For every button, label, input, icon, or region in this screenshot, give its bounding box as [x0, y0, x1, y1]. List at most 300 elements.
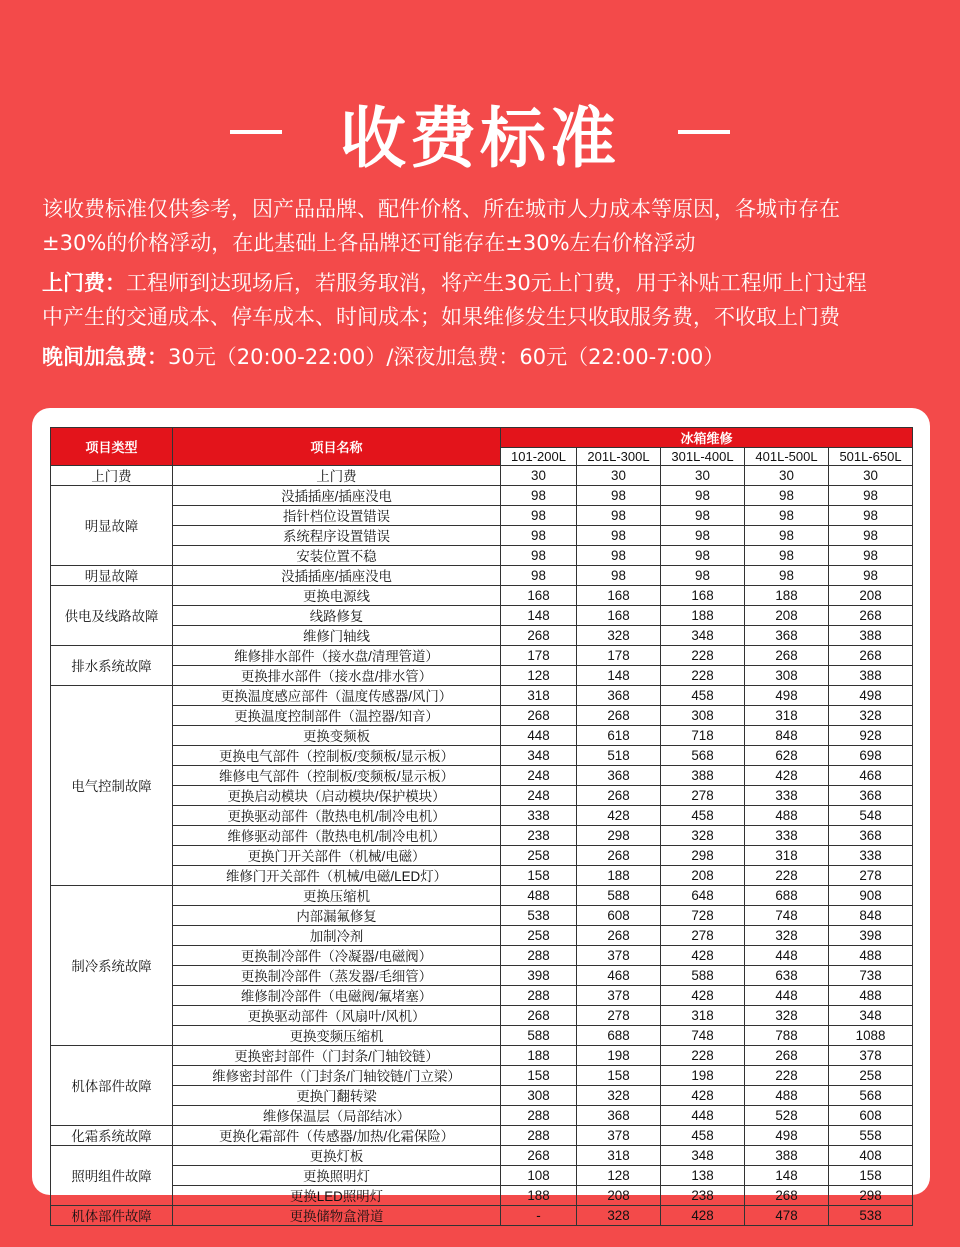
price-cell: 568: [661, 746, 745, 766]
price-cell: 148: [501, 606, 577, 626]
item-name-cell: 更换灯板: [173, 1146, 501, 1166]
table-row: [51, 946, 913, 966]
price-cell: 268: [577, 846, 661, 866]
price-cell: 228: [661, 1046, 745, 1066]
price-cell: 548: [829, 806, 913, 826]
price-cell: 468: [577, 966, 661, 986]
table-row: [51, 646, 913, 666]
table-row: [51, 1146, 913, 1166]
price-cell: 98: [661, 526, 745, 546]
price-cell: 368: [577, 1106, 661, 1126]
price-cell: 158: [829, 1166, 913, 1186]
price-cell: 188: [501, 1186, 577, 1206]
item-name-cell: 没插插座/插座没电: [173, 486, 501, 506]
price-cell: 298: [661, 846, 745, 866]
price-cell: 318: [745, 846, 829, 866]
price-cell: 638: [745, 966, 829, 986]
price-cell: 318: [577, 1146, 661, 1166]
col-header-type: 项目类型: [51, 428, 173, 466]
price-cell: 848: [829, 906, 913, 926]
price-cell: 98: [661, 486, 745, 506]
price-cell: 368: [745, 626, 829, 646]
price-cell: 398: [829, 926, 913, 946]
category-cell: 机体部件故障: [51, 1046, 173, 1126]
price-cell: 448: [501, 726, 577, 746]
price-cell: 158: [501, 1066, 577, 1086]
table-row: [51, 686, 913, 706]
price-cell: 258: [501, 926, 577, 946]
col-header-range: 201L-300L: [577, 448, 661, 466]
price-cell: 148: [577, 666, 661, 686]
price-cell: 318: [745, 706, 829, 726]
table-row: [51, 826, 913, 846]
price-cell: 278: [829, 866, 913, 886]
price-cell: 338: [501, 806, 577, 826]
price-cell: 388: [745, 1146, 829, 1166]
price-cell: 608: [829, 1106, 913, 1126]
price-cell: 98: [577, 486, 661, 506]
price-cell: 328: [661, 826, 745, 846]
price-cell: 688: [577, 1026, 661, 1046]
item-name-cell: 更换压缩机: [173, 886, 501, 906]
price-cell: 308: [661, 706, 745, 726]
price-cell: 188: [501, 1046, 577, 1066]
price-card: [32, 408, 930, 1224]
price-cell: 688: [745, 886, 829, 906]
table-row: [51, 1086, 913, 1106]
night-fee-line: [42, 340, 942, 374]
price-cell: 108: [501, 1166, 577, 1186]
item-name-cell: 更换密封部件（门封条/门轴铰链）: [173, 1046, 501, 1066]
night-fee-text: 30元（20:00-22:00）/深夜加急费：60元（22:00-7:00）: [168, 345, 725, 369]
table-row: [51, 926, 913, 946]
price-cell: 208: [577, 1186, 661, 1206]
price-cell: 368: [829, 786, 913, 806]
price-cell: 528: [745, 1106, 829, 1126]
table-header: [51, 428, 913, 466]
price-cell: 908: [829, 886, 913, 906]
table-row: [51, 746, 913, 766]
price-cell: 98: [577, 566, 661, 586]
price-cell: 188: [577, 866, 661, 886]
item-name-cell: 内部漏氟修复: [173, 906, 501, 926]
price-cell: 388: [829, 666, 913, 686]
price-cell: 318: [501, 686, 577, 706]
table-row: [51, 786, 913, 806]
price-cell: 158: [577, 1066, 661, 1086]
night-fee-label: 晚间加急费：: [42, 345, 168, 369]
price-cell: 208: [829, 586, 913, 606]
price-cell: 288: [501, 1126, 577, 1146]
price-table: [50, 427, 913, 1226]
price-cell: 238: [501, 826, 577, 846]
price-cell: 148: [745, 1166, 829, 1186]
price-cell: 268: [745, 1046, 829, 1066]
price-cell: 488: [745, 1086, 829, 1106]
table-row: [51, 486, 913, 506]
category-cell: 排水系统故障: [51, 646, 173, 686]
price-cell: 398: [501, 966, 577, 986]
price-cell: 488: [501, 886, 577, 906]
price-cell: 228: [661, 666, 745, 686]
price-cell: 328: [829, 706, 913, 726]
price-cell: 98: [501, 566, 577, 586]
price-cell: 748: [661, 1026, 745, 1046]
price-cell: 458: [661, 686, 745, 706]
price-cell: 498: [745, 686, 829, 706]
intro-text: [42, 192, 942, 374]
item-name-cell: 更换变频压缩机: [173, 1026, 501, 1046]
table-row: [51, 1206, 913, 1226]
item-name-cell: 更换制冷部件（蒸发器/毛细管）: [173, 966, 501, 986]
item-name-cell: 更换电气部件（控制板/变频板/显示板）: [173, 746, 501, 766]
visit-fee-label: 上门费：: [42, 271, 126, 295]
category-cell: 机体部件故障: [51, 1206, 173, 1226]
price-cell: 428: [577, 806, 661, 826]
price-cell: 98: [745, 566, 829, 586]
category-cell: 明显故障: [51, 566, 173, 586]
price-cell: 428: [745, 766, 829, 786]
intro-line-2: ±30%的价格浮动，在此基础上各品牌还可能存在±30%左右价格浮动: [42, 231, 696, 255]
item-name-cell: 维修门轴线: [173, 626, 501, 646]
item-name-cell: 系统程序设置错误: [173, 526, 501, 546]
price-cell: 30: [577, 466, 661, 486]
item-name-cell: 维修密封部件（门封条/门轴铰链/门立梁）: [173, 1066, 501, 1086]
price-cell: 538: [829, 1206, 913, 1226]
price-cell: 98: [501, 526, 577, 546]
col-header-range: 401L-500L: [745, 448, 829, 466]
item-name-cell: 更换温度感应部件（温度传感器/风门）: [173, 686, 501, 706]
price-cell: 448: [745, 946, 829, 966]
item-name-cell: 更换排水部件（接水盘/排水管）: [173, 666, 501, 686]
price-cell: 248: [501, 766, 577, 786]
price-cell: 268: [501, 626, 577, 646]
price-cell: 268: [577, 786, 661, 806]
col-header-name: 项目名称: [173, 428, 501, 466]
item-name-cell: 维修电气部件（控制板/变频板/显示板）: [173, 766, 501, 786]
price-cell: 378: [577, 986, 661, 1006]
price-cell: -: [501, 1206, 577, 1226]
table-row: [51, 466, 913, 486]
item-name-cell: 更换变频板: [173, 726, 501, 746]
price-cell: 428: [661, 946, 745, 966]
table-body: [51, 466, 913, 1226]
price-cell: 458: [661, 806, 745, 826]
price-cell: 138: [661, 1166, 745, 1186]
price-cell: 428: [661, 1206, 745, 1226]
item-name-cell: 更换驱动部件（风扇叶/风机）: [173, 1006, 501, 1026]
item-name-cell: 更换驱动部件（散热电机/制冷电机）: [173, 806, 501, 826]
price-cell: 378: [577, 946, 661, 966]
price-cell: 318: [661, 1006, 745, 1026]
item-name-cell: 更换门开关部件（机械/电磁）: [173, 846, 501, 866]
visit-fee-line-2: 中产生的交通成本、停车成本、时间成本；如果维修发生只收取服务费，不收取上门费: [42, 305, 840, 329]
item-name-cell: 指针档位设置错误: [173, 506, 501, 526]
table-row: [51, 526, 913, 546]
price-cell: 208: [745, 606, 829, 626]
price-cell: 98: [829, 526, 913, 546]
price-cell: 178: [501, 646, 577, 666]
item-name-cell: 更换储物盒滑道: [173, 1206, 501, 1226]
price-cell: 348: [501, 746, 577, 766]
price-cell: 98: [501, 546, 577, 566]
table-row: [51, 846, 913, 866]
table-row: [51, 586, 913, 606]
price-cell: 518: [577, 746, 661, 766]
price-cell: 278: [661, 926, 745, 946]
price-cell: 298: [577, 826, 661, 846]
price-cell: 278: [661, 786, 745, 806]
table-row: [51, 506, 913, 526]
price-cell: 298: [829, 1186, 913, 1206]
price-cell: 268: [577, 926, 661, 946]
title-bar: [0, 92, 960, 177]
price-cell: 588: [501, 1026, 577, 1046]
price-cell: 30: [745, 466, 829, 486]
price-cell: 348: [829, 1006, 913, 1026]
item-name-cell: 维修排水部件（接水盘/清理管道）: [173, 646, 501, 666]
item-name-cell: 更换LED照明灯: [173, 1186, 501, 1206]
price-cell: 428: [661, 986, 745, 1006]
price-cell: 98: [661, 506, 745, 526]
price-cell: 30: [661, 466, 745, 486]
visit-fee-text-1: 工程师到达现场后，若服务取消，将产生30元上门费，用于补贴工程师上门过程: [126, 271, 867, 295]
price-cell: 268: [829, 646, 913, 666]
item-name-cell: 更换门翻转梁: [173, 1086, 501, 1106]
intro-line-1: 该收费标准仅供参考，因产品品牌、配件价格、所在城市人力成本等原因，各城市存在: [42, 197, 840, 221]
price-cell: 198: [661, 1066, 745, 1086]
price-cell: 98: [577, 506, 661, 526]
price-cell: 498: [829, 686, 913, 706]
price-cell: 788: [745, 1026, 829, 1046]
price-cell: 288: [501, 1106, 577, 1126]
price-cell: 30: [829, 466, 913, 486]
title-dash-right: [678, 130, 730, 134]
category-cell: 供电及线路故障: [51, 586, 173, 646]
price-cell: 448: [745, 986, 829, 1006]
price-cell: 308: [745, 666, 829, 686]
price-cell: 468: [829, 766, 913, 786]
price-cell: 98: [829, 546, 913, 566]
price-cell: 168: [577, 586, 661, 606]
category-cell: 制冷系统故障: [51, 886, 173, 1046]
price-cell: 98: [661, 566, 745, 586]
table-row: [51, 1166, 913, 1186]
col-header-group: 冰箱维修: [501, 428, 913, 448]
price-cell: 268: [501, 706, 577, 726]
price-cell: 98: [577, 546, 661, 566]
price-cell: 268: [501, 1006, 577, 1026]
item-name-cell: 更换启动模块（启动模块/保护模块）: [173, 786, 501, 806]
price-cell: 288: [501, 986, 577, 1006]
price-cell: 168: [577, 606, 661, 626]
price-cell: 198: [577, 1046, 661, 1066]
table-row: [51, 1126, 913, 1146]
item-name-cell: 更换温度控制部件（温控器/知音）: [173, 706, 501, 726]
price-cell: 98: [661, 546, 745, 566]
price-cell: 378: [829, 1046, 913, 1066]
price-cell: 378: [577, 1126, 661, 1146]
price-cell: 258: [501, 846, 577, 866]
price-cell: 228: [745, 1066, 829, 1086]
price-cell: 98: [745, 486, 829, 506]
price-cell: 168: [661, 586, 745, 606]
price-cell: 488: [745, 806, 829, 826]
item-name-cell: 更换化霜部件（传感器/加热/化霜保险）: [173, 1126, 501, 1146]
item-name-cell: 加制冷剂: [173, 926, 501, 946]
table-row: [51, 766, 913, 786]
price-cell: 248: [501, 786, 577, 806]
item-name-cell: 更换电源线: [173, 586, 501, 606]
price-cell: 188: [661, 606, 745, 626]
table-row: [51, 666, 913, 686]
table-row: [51, 966, 913, 986]
item-name-cell: 线路修复: [173, 606, 501, 626]
table-row: [51, 546, 913, 566]
item-name-cell: 没插插座/插座没电: [173, 566, 501, 586]
price-cell: 488: [829, 986, 913, 1006]
price-cell: 238: [661, 1186, 745, 1206]
table-row: [51, 986, 913, 1006]
item-name-cell: 更换制冷部件（冷凝器/电磁阀）: [173, 946, 501, 966]
table-row: [51, 1186, 913, 1206]
col-header-range: 501L-650L: [829, 448, 913, 466]
price-cell: 718: [661, 726, 745, 746]
price-cell: 648: [661, 886, 745, 906]
price-cell: 328: [577, 1086, 661, 1106]
item-name-cell: 安装位置不稳: [173, 546, 501, 566]
table-row: [51, 606, 913, 626]
table-row: [51, 806, 913, 826]
price-cell: 268: [577, 706, 661, 726]
item-name-cell: 维修门开关部件（机械/电磁/LED灯）: [173, 866, 501, 886]
category-cell: 照明组件故障: [51, 1146, 173, 1206]
price-cell: 258: [829, 1066, 913, 1086]
price-cell: 588: [661, 966, 745, 986]
table-row: [51, 1066, 913, 1086]
price-cell: 308: [501, 1086, 577, 1106]
table-row: [51, 1026, 913, 1046]
item-name-cell: 更换照明灯: [173, 1166, 501, 1186]
price-cell: 178: [577, 646, 661, 666]
page-title: 收费标准: [340, 99, 620, 177]
item-name-cell: 维修保温层（局部结冰）: [173, 1106, 501, 1126]
price-cell: 188: [745, 586, 829, 606]
price-cell: 538: [501, 906, 577, 926]
price-cell: 478: [745, 1206, 829, 1226]
price-cell: 328: [745, 926, 829, 946]
table-row: [51, 706, 913, 726]
table-row: [51, 566, 913, 586]
price-cell: 488: [829, 946, 913, 966]
visit-fee-line-1: [42, 266, 942, 300]
price-cell: 618: [577, 726, 661, 746]
item-name-cell: 维修驱动部件（散热电机/制冷电机）: [173, 826, 501, 846]
price-cell: 98: [577, 526, 661, 546]
price-cell: 338: [745, 786, 829, 806]
price-cell: 748: [745, 906, 829, 926]
price-cell: 128: [577, 1166, 661, 1186]
price-cell: 448: [661, 1106, 745, 1126]
table-row: [51, 1046, 913, 1066]
price-cell: 278: [577, 1006, 661, 1026]
table-row: [51, 1006, 913, 1026]
price-cell: 368: [577, 766, 661, 786]
price-cell: 328: [745, 1006, 829, 1026]
price-cell: 498: [745, 1126, 829, 1146]
price-cell: 388: [661, 766, 745, 786]
price-cell: 158: [501, 866, 577, 886]
category-cell: 上门费: [51, 466, 173, 486]
price-cell: 98: [829, 566, 913, 586]
title-dash-left: [230, 130, 282, 134]
price-cell: 328: [577, 626, 661, 646]
price-cell: 208: [661, 866, 745, 886]
price-cell: 98: [745, 546, 829, 566]
price-cell: 738: [829, 966, 913, 986]
category-cell: 化霜系统故障: [51, 1126, 173, 1146]
price-cell: 428: [661, 1086, 745, 1106]
price-cell: 628: [745, 746, 829, 766]
price-cell: 568: [829, 1086, 913, 1106]
price-cell: 98: [745, 526, 829, 546]
category-cell: 明显故障: [51, 486, 173, 566]
price-cell: 268: [745, 1186, 829, 1206]
price-cell: 228: [745, 866, 829, 886]
price-cell: 268: [745, 646, 829, 666]
price-cell: 98: [829, 506, 913, 526]
price-cell: 348: [661, 1146, 745, 1166]
price-cell: 728: [661, 906, 745, 926]
price-cell: 388: [829, 626, 913, 646]
price-cell: 408: [829, 1146, 913, 1166]
price-cell: 98: [501, 506, 577, 526]
price-cell: 1088: [829, 1026, 913, 1046]
item-name-cell: 上门费: [173, 466, 501, 486]
price-cell: 98: [829, 486, 913, 506]
table-row: [51, 726, 913, 746]
table-row: [51, 866, 913, 886]
price-cell: 848: [745, 726, 829, 746]
price-cell: 268: [829, 606, 913, 626]
col-header-range: 301L-400L: [661, 448, 745, 466]
item-name-cell: 维修制冷部件（电磁阀/氟堵塞）: [173, 986, 501, 1006]
price-cell: 168: [501, 586, 577, 606]
price-cell: 228: [661, 646, 745, 666]
price-cell: 458: [661, 1126, 745, 1146]
table-row: [51, 906, 913, 926]
price-cell: 368: [829, 826, 913, 846]
table-row: [51, 1106, 913, 1126]
price-cell: 608: [577, 906, 661, 926]
price-cell: 588: [577, 886, 661, 906]
price-cell: 98: [745, 506, 829, 526]
price-cell: 698: [829, 746, 913, 766]
price-cell: 128: [501, 666, 577, 686]
table-row: [51, 886, 913, 906]
price-cell: 98: [501, 486, 577, 506]
price-cell: 558: [829, 1126, 913, 1146]
table-row: [51, 626, 913, 646]
price-cell: 30: [501, 466, 577, 486]
col-header-range: 101-200L: [501, 448, 577, 466]
price-cell: 348: [661, 626, 745, 646]
price-cell: 288: [501, 946, 577, 966]
price-cell: 268: [501, 1146, 577, 1166]
price-cell: 368: [577, 686, 661, 706]
price-cell: 328: [577, 1206, 661, 1226]
price-cell: 338: [829, 846, 913, 866]
